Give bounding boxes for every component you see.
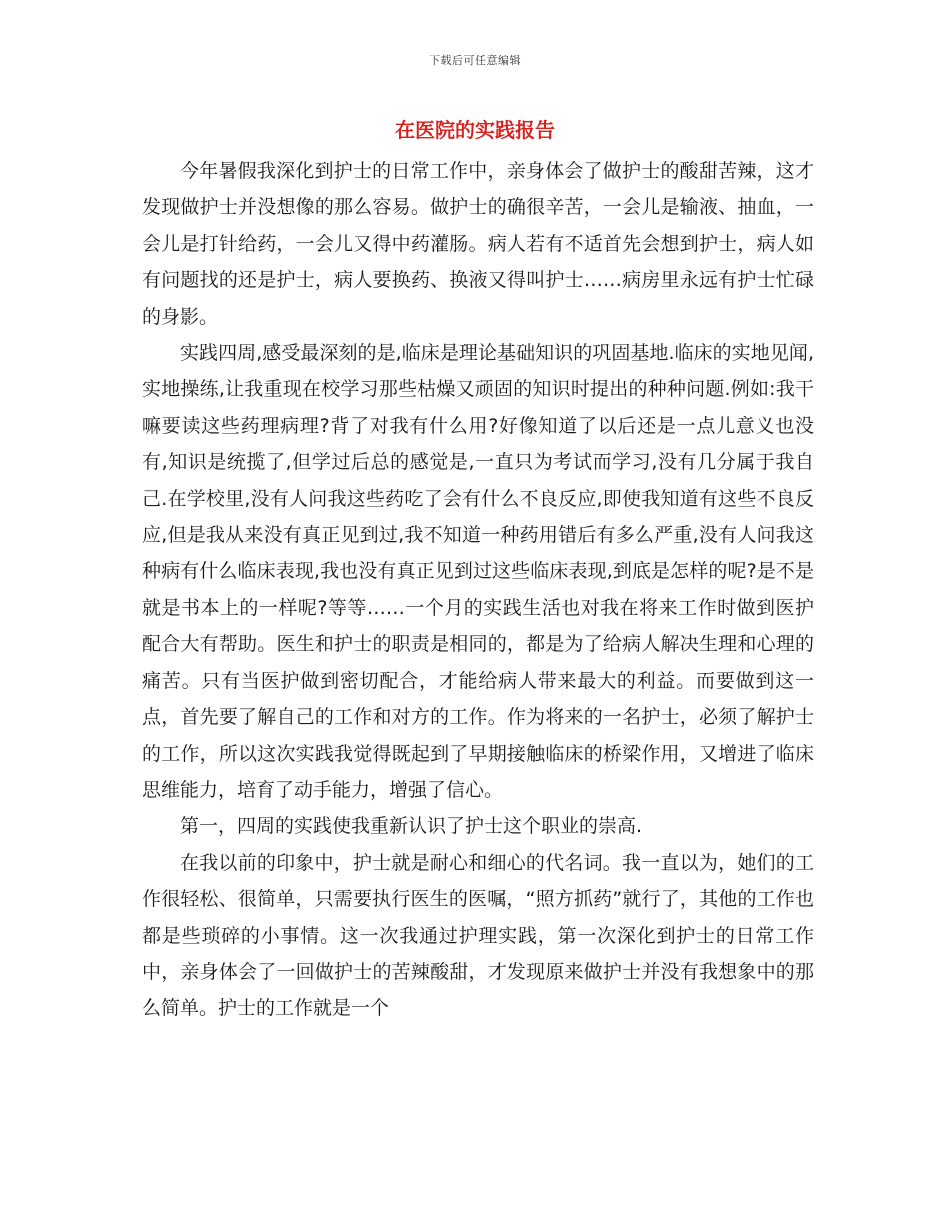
page-title: 在医院的实践报告	[395, 118, 555, 142]
paragraph-3: 第一，四周的实践使我重新认识了护士这个职业的崇高.	[180, 815, 643, 838]
paragraph-4: 在我以前的印象中，护士就是耐心和细心的代名词。我一直以为，她们的工作很轻松、很简单，只需要执行医生的医嘱，“照方抓药”就行了，其他的工作也都是些琐碎的小事情。这一次我通过护理实践，第一次深化到护士的日常工作中，亲身体会了一回做护士的苦辣酸甜，才发现原来做护士并没有我想象中的那么简单。护士的工作就是一个	[142, 851, 814, 1020]
paragraph-1: 今年暑假我深化到护士的日常工作中，亲身体会了做护士的酸甜苦辣，这才发现做护士并没想像的那么容易。做护士的确很辛苦，一会儿是输液、抽血，一会儿是打针给药，一会儿又得中药灌肠。病人若有不适首先会想到护士，病人如有问题找的还是护士，病人要换药、换液又得叫护士……病房里永远有护士忙碌的身影。	[142, 160, 814, 328]
header-note: 下载后可任意编辑	[429, 54, 521, 67]
paragraph-2: 实践四周,感受最深刻的是,临床是理论基础知识的巩固基地.临床的实地见闻,实地操练,让我重现在校学习那些枯燥又顽固的知识时提出的种种问题.例如:我干嘛要读这些药理病理?背了对我有什么用?好像知道了以后还是一点儿意义也没有,知识是统揽了,但学过后总的感觉是,一直只为考试而学习,没有几分属于我自己.在学校里,没有人问我这些药吃了会有什么不良反应,即使我知道有这些不良反应,但是我从来没有真正见到过,我不知道一种药用错后有多么严重,没有人问我这种病有什么临床表现,我也没有真正见到过这些临床表现,到底是怎样的呢?是不是就是书本上的一样呢?等等……一个月的实践生活也对我在将来工作时做到医护配合大有帮助。医生和护士的职责是相同的，都是为了给病人解决生理和心理的痛苦。只有当医护做到密切配合，才能给病人带来最大的利益。而要做到这一点，首先要了解自己的工作和对方的工作。作为将来的一名护士，必须了解护士的工作，所以这次实践我觉得既起到了早期接触临床的桥梁作用，又增进了临床思维能力，培育了动手能力，增强了信心。	[142, 342, 814, 801]
document-body	[142, 153, 814, 1027]
